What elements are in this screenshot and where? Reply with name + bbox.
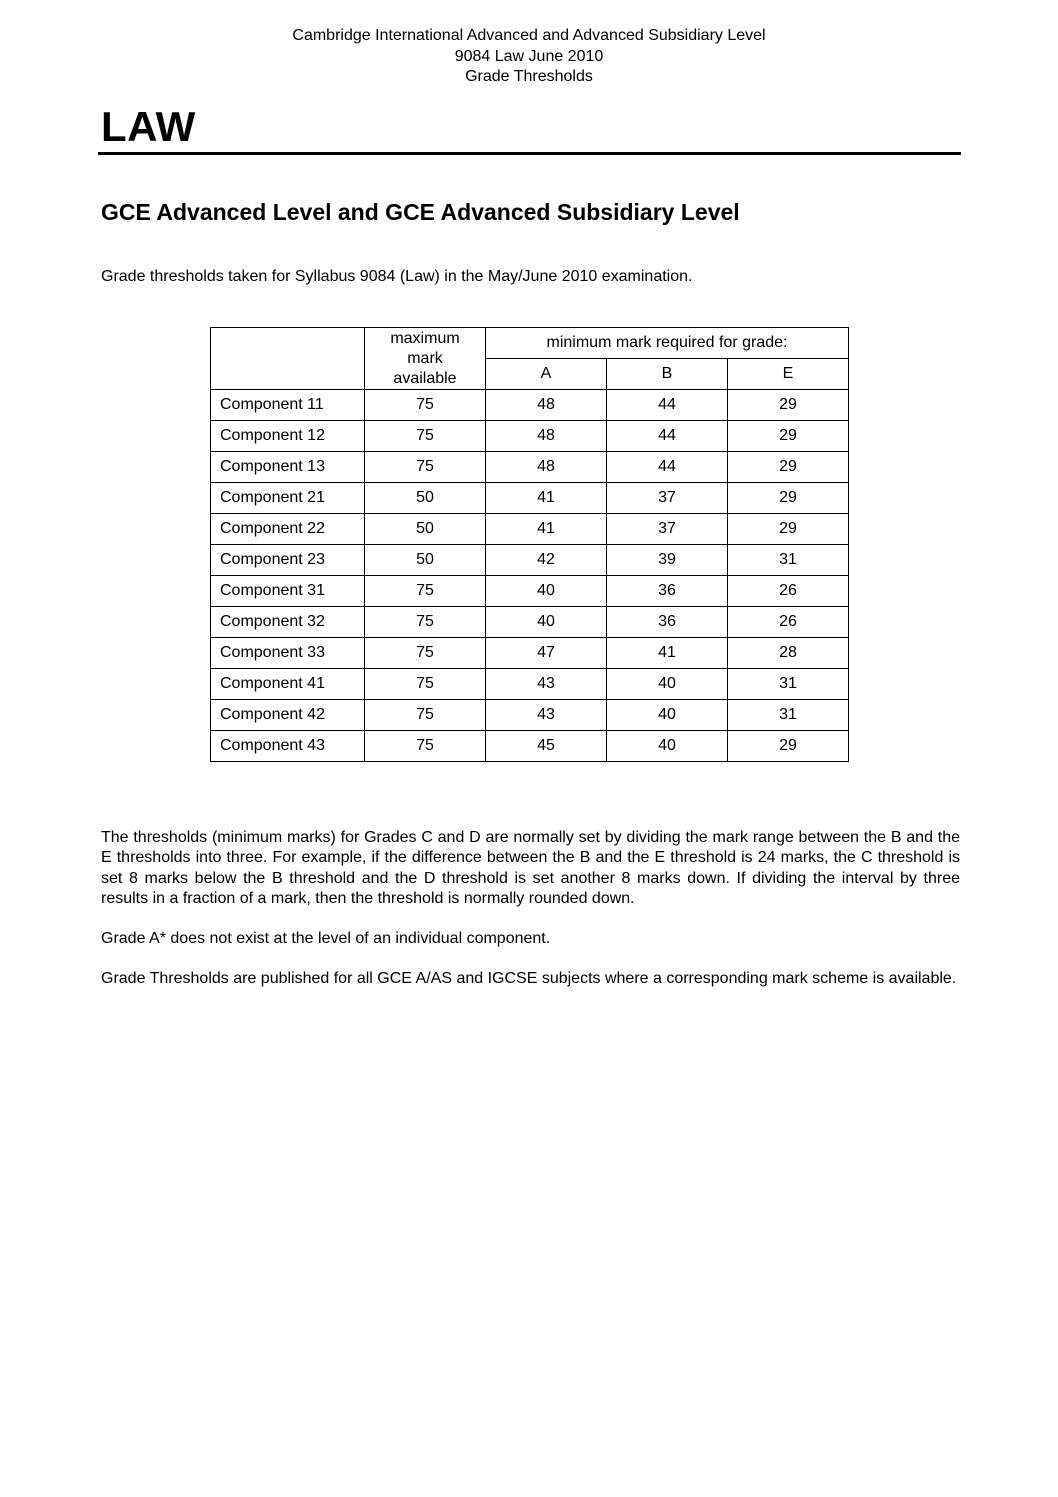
- grade-e-cell: 31: [728, 700, 849, 731]
- grade-a-cell: 47: [486, 638, 607, 669]
- grade-b-cell: 39: [607, 545, 728, 576]
- grade-b-cell: 44: [607, 421, 728, 452]
- component-cell: Component 23: [211, 545, 365, 576]
- subject-title: LAW: [101, 103, 196, 150]
- max-mark-cell: 50: [365, 483, 486, 514]
- document-header: [0, 26, 1058, 88]
- table-header-row: [211, 328, 849, 359]
- table-row: [211, 390, 849, 421]
- grade-b-cell: 36: [607, 607, 728, 638]
- grade-a-cell: 41: [486, 483, 607, 514]
- table-body: [211, 390, 849, 762]
- grade-e-header: E: [728, 359, 849, 390]
- grade-thresholds-table: [210, 327, 849, 762]
- component-cell: Component 43: [211, 731, 365, 762]
- intro-text: Grade thresholds taken for Syllabus 9084 (Law) in the May/June 2010 examination.: [101, 268, 693, 285]
- max-mark-header: [365, 328, 486, 390]
- grade-e-cell: 29: [728, 731, 849, 762]
- min-mark-header: minimum mark required for grade:: [486, 328, 849, 359]
- grade-e-cell: 31: [728, 669, 849, 700]
- max-header-line: mark: [407, 349, 443, 367]
- table-row: [211, 607, 849, 638]
- component-cell: Component 33: [211, 638, 365, 669]
- grade-b-cell: 40: [607, 700, 728, 731]
- table-row: [211, 545, 849, 576]
- grade-a-cell: 40: [486, 607, 607, 638]
- table-row: [211, 700, 849, 731]
- grade-b-cell: 41: [607, 638, 728, 669]
- grade-a-cell: 40: [486, 576, 607, 607]
- component-cell: Component 31: [211, 576, 365, 607]
- note-paragraph: Grade A* does not exist at the level of an individual component.: [101, 930, 551, 948]
- level-heading: GCE Advanced Level and GCE Advanced Subsidiary Level: [101, 199, 740, 225]
- component-cell: Component 11: [211, 390, 365, 421]
- grade-b-cell: 36: [607, 576, 728, 607]
- max-mark-cell: 75: [365, 731, 486, 762]
- component-cell: Component 32: [211, 607, 365, 638]
- header-exam-level: Cambridge International Advanced and Advanced Subsidiary Level: [292, 27, 766, 44]
- grade-b-cell: 37: [607, 514, 728, 545]
- grade-a-cell: 43: [486, 700, 607, 731]
- component-cell: Component 41: [211, 669, 365, 700]
- grade-b-cell: 44: [607, 390, 728, 421]
- max-mark-cell: 75: [365, 576, 486, 607]
- grade-e-cell: 26: [728, 607, 849, 638]
- grade-a-cell: 48: [486, 452, 607, 483]
- table-row: [211, 514, 849, 545]
- max-mark-cell: 75: [365, 638, 486, 669]
- note-paragraph: The thresholds (minimum marks) for Grades C and D are normally set by dividing the mark range between the B and the E thresholds into three. For example, if the difference between the B and the E threshold is 24 marks, the C threshold is set 8 marks below the B threshold and the D threshold is set another 8 marks down. If dividing the interval by three results in a fraction of a mark, then the threshold is normally rounded down.: [101, 829, 960, 908]
- grade-e-cell: 29: [728, 514, 849, 545]
- max-mark-cell: 75: [365, 700, 486, 731]
- max-mark-cell: 75: [365, 669, 486, 700]
- table-row: [211, 576, 849, 607]
- grade-a-cell: 42: [486, 545, 607, 576]
- grade-e-cell: 29: [728, 390, 849, 421]
- component-cell: Component 21: [211, 483, 365, 514]
- max-header-line: available: [393, 369, 457, 387]
- grade-e-cell: 29: [728, 452, 849, 483]
- table-row: [211, 731, 849, 762]
- title-divider: [98, 152, 961, 155]
- notes-section: [101, 828, 960, 1009]
- component-cell: Component 12: [211, 421, 365, 452]
- table-row: [211, 452, 849, 483]
- max-mark-cell: 50: [365, 514, 486, 545]
- grade-a-cell: 41: [486, 514, 607, 545]
- table-row: [211, 669, 849, 700]
- table-row: [211, 638, 849, 669]
- max-mark-cell: 75: [365, 607, 486, 638]
- max-header-line: maximum: [390, 329, 460, 347]
- table-row: [211, 483, 849, 514]
- component-cell: Component 22: [211, 514, 365, 545]
- note-paragraph: Grade Thresholds are published for all GCE A/AS and IGCSE subjects where a corresponding mark scheme is available.: [101, 970, 957, 988]
- max-mark-cell: 50: [365, 545, 486, 576]
- grade-a-header: A: [486, 359, 607, 390]
- header-syllabus-session: 9084 Law June 2010: [454, 47, 604, 65]
- grade-b-cell: 40: [607, 731, 728, 762]
- grade-e-cell: 31: [728, 545, 849, 576]
- grade-b-cell: 44: [607, 452, 728, 483]
- table-row: [211, 421, 849, 452]
- grade-a-cell: 48: [486, 421, 607, 452]
- max-mark-cell: 75: [365, 421, 486, 452]
- max-mark-cell: 75: [365, 390, 486, 421]
- grade-b-header: B: [607, 359, 728, 390]
- grade-a-cell: 43: [486, 669, 607, 700]
- grade-e-cell: 29: [728, 421, 849, 452]
- component-cell: Component 42: [211, 700, 365, 731]
- grade-a-cell: 45: [486, 731, 607, 762]
- grade-a-cell: 48: [486, 390, 607, 421]
- grade-e-cell: 29: [728, 483, 849, 514]
- grade-e-cell: 26: [728, 576, 849, 607]
- header-document-type: Grade Thresholds: [465, 68, 593, 85]
- grade-b-cell: 37: [607, 483, 728, 514]
- component-cell: Component 13: [211, 452, 365, 483]
- max-mark-cell: 75: [365, 452, 486, 483]
- grade-e-cell: 28: [728, 638, 849, 669]
- empty-header-cell: [211, 328, 365, 390]
- grade-b-cell: 40: [607, 669, 728, 700]
